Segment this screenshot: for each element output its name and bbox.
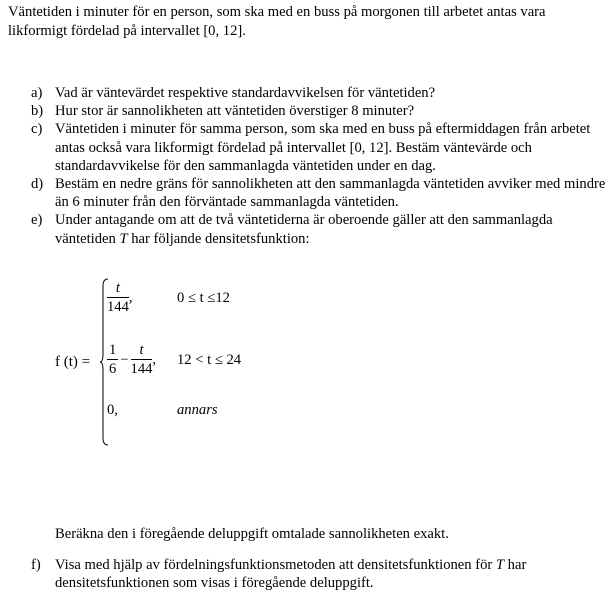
question-e-task: Beräkna den i föregående deluppgift omtalade sannolikheten exakt. bbox=[55, 526, 449, 542]
case-3: 0, bbox=[107, 402, 118, 418]
question-label: c) bbox=[31, 121, 43, 138]
fraction bbox=[107, 342, 118, 378]
fraction bbox=[131, 342, 153, 378]
question-d bbox=[0, 175, 612, 211]
denominator: 6 bbox=[109, 361, 117, 377]
question-c bbox=[0, 120, 612, 175]
question-text bbox=[55, 211, 610, 247]
numerator: 1 bbox=[109, 342, 117, 358]
question-e bbox=[0, 211, 612, 247]
denominator: 144 bbox=[130, 361, 153, 377]
case-3-condition: annars bbox=[177, 402, 218, 418]
question-label: d) bbox=[31, 176, 44, 193]
text-part: Under antagande om att de två väntetiderna är oberoende gäller att den sammanlagda väntetiden bbox=[55, 212, 553, 247]
text-part: har följande densitetsfunktion: bbox=[127, 230, 310, 247]
question-text: Hur stor är sannolikheten att väntetiden överstiger 8 minuter? bbox=[55, 103, 415, 120]
question-list bbox=[0, 84, 612, 248]
question-label: f) bbox=[31, 557, 41, 573]
question-text: Vad är väntevärdet respektive standardavvikelsen för väntetiden? bbox=[55, 85, 436, 101]
numerator: t bbox=[131, 342, 153, 360]
text-part: har densitetsfunktionen som visas i föregående deluppgift. bbox=[55, 557, 527, 592]
question-f-body bbox=[0, 556, 612, 592]
problem-intro: Väntetiden i minuter för en person, som ska med en buss på morgonen till arbetet antas vara likformigt fördelad på intervallet [0, 12]. bbox=[8, 4, 546, 39]
question-b bbox=[0, 102, 612, 120]
variable-T: T bbox=[119, 230, 128, 247]
denominator: 144 bbox=[107, 299, 129, 315]
question-a bbox=[0, 84, 612, 102]
comma: , bbox=[128, 289, 133, 306]
question-label: b) bbox=[31, 103, 44, 120]
case-2 bbox=[107, 342, 156, 378]
question-label: a) bbox=[31, 85, 43, 101]
variable-T: T bbox=[495, 557, 505, 573]
text-part: Visa med hjälp av fördelningsfunktionsmetoden att densitetsfunktionen för bbox=[55, 557, 496, 573]
question-label: e) bbox=[31, 212, 43, 229]
case-2-condition: 12 < t ≤ 24 bbox=[177, 352, 242, 368]
density-function-formula bbox=[55, 278, 315, 448]
fraction bbox=[107, 280, 129, 316]
numerator: t bbox=[107, 280, 129, 298]
question-text: Väntetiden i minuter för samma person, som ska med en buss på eftermiddagen från arbetet antas också vara likformigt fördelad på intervallet [0, 12]. Bestäm väntevärde och standardavvikelse för den sammanlagda väntetiden under en dag. bbox=[55, 121, 591, 174]
minus-sign: − bbox=[120, 351, 129, 368]
comma: , bbox=[152, 351, 157, 368]
case-1-condition: 0 ≤ t ≤12 bbox=[177, 290, 230, 306]
question-text: Bestäm en nedre gräns för sannolikheten att den sammanlagda väntetiden avviker med mindre än 6 minuter från den förväntade sammanlagda väntetiden. bbox=[55, 176, 606, 211]
question-text bbox=[55, 556, 610, 592]
formula-lhs: f (t) = bbox=[55, 354, 91, 370]
question-f bbox=[0, 556, 612, 592]
case-1 bbox=[107, 280, 133, 316]
